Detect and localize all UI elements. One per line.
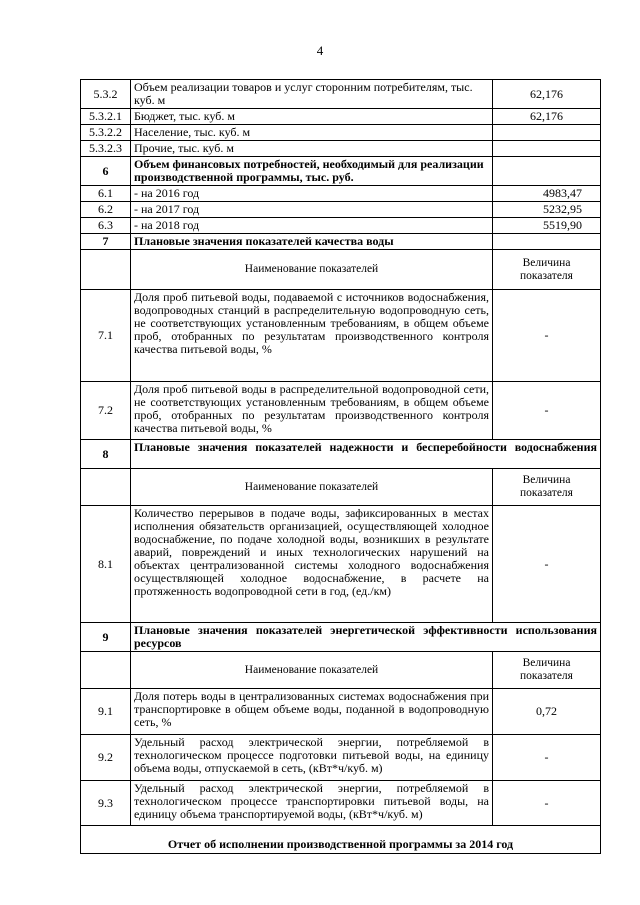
table-row xyxy=(81,202,601,218)
section-title: Объем финансовых потребностей, необходимый для реализации производственной программы, тыс. руб. xyxy=(131,157,493,186)
section-value-empty xyxy=(493,234,601,250)
section-header-row xyxy=(81,440,601,469)
row-number: 6.1 xyxy=(81,186,131,202)
row-value xyxy=(493,141,601,157)
row-description: - на 2017 год xyxy=(131,202,493,218)
row-description: Доля проб питьевой воды в распределительной водопроводной сети, не соответствующих установленным требованиям, в общем объеме проб, отобранных по результатам производственного контроля качества питьевой воды, % xyxy=(131,382,493,440)
row-number: 5.3.2.3 xyxy=(81,141,131,157)
row-value: 5232,95 xyxy=(493,202,601,218)
section-number: 9 xyxy=(81,623,131,652)
column-header-row xyxy=(81,652,601,689)
row-description: Объем реализации товаров и услуг сторонним потребителям, тыс. куб. м xyxy=(131,80,493,109)
table-row xyxy=(81,735,601,781)
row-description: Количество перерывов в подаче воды, зафиксированных в местах исполнения обязательств организацией, осуществляющей холодное водоснабжение, по подаче холодной воды, возникших в результате аварий, повреждений и иных технологических нарушений на объектах централизованной системы холодного водоснабжения осуществляющей холодное водоснабжение, в расчете на протяженность водопроводной сети в год, (ед./км) xyxy=(131,506,493,623)
header-number-empty xyxy=(81,652,131,689)
column-header-row xyxy=(81,250,601,290)
section-number: 7 xyxy=(81,234,131,250)
section-number: 6 xyxy=(81,157,131,186)
row-description: Население, тыс. куб. м xyxy=(131,125,493,141)
section-header-row xyxy=(81,157,601,186)
section-title: Плановые значения показателей энергетической эффективности использования ресурсов xyxy=(131,623,601,652)
row-number: 5.3.2 xyxy=(81,80,131,109)
row-description: - на 2018 год xyxy=(131,218,493,234)
footer-row xyxy=(81,826,601,854)
row-number: 5.3.2.1 xyxy=(81,109,131,125)
row-number: 7.2 xyxy=(81,382,131,440)
row-number: 9.1 xyxy=(81,689,131,735)
row-description: Удельный расход электрической энергии, потребляемой в технологическом процессе подготовки питьевой воды, на единицу объема воды, отпускаемой в сеть, (кВт*ч/куб. м) xyxy=(131,735,493,781)
row-number: 7.1 xyxy=(81,290,131,382)
column-header-row xyxy=(81,469,601,506)
row-value: - xyxy=(493,290,601,382)
table-row xyxy=(81,80,601,109)
row-value: - xyxy=(493,781,601,826)
row-number: 9.2 xyxy=(81,735,131,781)
row-number: 8.1 xyxy=(81,506,131,623)
row-description: Доля потерь воды в централизованных системах водоснабжения при транспортировке в общем объеме воды, поданной в водопроводную сеть, % xyxy=(131,689,493,735)
column-header-value: Величина показателя xyxy=(493,469,601,506)
column-header-name: Наименование показателей xyxy=(131,469,493,506)
column-header-name: Наименование показателей xyxy=(131,652,493,689)
row-value: 62,176 xyxy=(493,80,601,109)
section-title: Плановые значения показателей надежности и бесперебойности водоснабжения xyxy=(131,440,601,469)
page-number: 4 xyxy=(316,43,324,58)
row-value: 5519,90 xyxy=(493,218,601,234)
table-row xyxy=(81,141,601,157)
table-row xyxy=(81,125,601,141)
row-value: - xyxy=(493,735,601,781)
table-row xyxy=(81,689,601,735)
row-value: - xyxy=(493,382,601,440)
row-number: 6.3 xyxy=(81,218,131,234)
table-row xyxy=(81,382,601,440)
table-row xyxy=(81,506,601,623)
row-description: Доля проб питьевой воды, подаваемой с источников водоснабжения, водопроводных станций в распределительную водопроводную сеть, не соответствующих установленным требованиям, в общем объеме проб, отобранных по результатам производственного контроля качества питьевой воды, % xyxy=(131,290,493,382)
row-description: Прочие, тыс. куб. м xyxy=(131,141,493,157)
table-row xyxy=(81,109,601,125)
row-value: 62,176 xyxy=(493,109,601,125)
row-description: - на 2016 год xyxy=(131,186,493,202)
row-value: 0,72 xyxy=(493,689,601,735)
section-title: Плановые значения показателей качества воды xyxy=(131,234,493,250)
header-number-empty xyxy=(81,250,131,290)
section-number: 8 xyxy=(81,440,131,469)
column-header-value: Величина показателя xyxy=(493,250,601,290)
row-number: 9.3 xyxy=(81,781,131,826)
report-title: Отчет об исполнении производственной программы за 2014 год xyxy=(81,826,601,854)
section-header-row xyxy=(81,234,601,250)
row-description: Удельный расход электрической энергии, потребляемой в технологическом процессе транспортировки питьевой воды, на единицу объема транспортируемой воды, (кВт*ч/куб. м) xyxy=(131,781,493,826)
row-description: Бюджет, тыс. куб. м xyxy=(131,109,493,125)
table-row xyxy=(81,781,601,826)
row-number: 5.3.2.2 xyxy=(81,125,131,141)
table-row xyxy=(81,218,601,234)
section-header-row xyxy=(81,623,601,652)
table-row xyxy=(81,290,601,382)
row-value: - xyxy=(493,506,601,623)
row-value: 4983,47 xyxy=(493,186,601,202)
row-value xyxy=(493,125,601,141)
row-number: 6.2 xyxy=(81,202,131,218)
section-value-empty xyxy=(493,157,601,186)
column-header-name: Наименование показателей xyxy=(131,250,493,290)
column-header-value: Величина показателя xyxy=(493,652,601,689)
header-number-empty xyxy=(81,469,131,506)
table-row xyxy=(81,186,601,202)
program-table xyxy=(80,79,601,854)
